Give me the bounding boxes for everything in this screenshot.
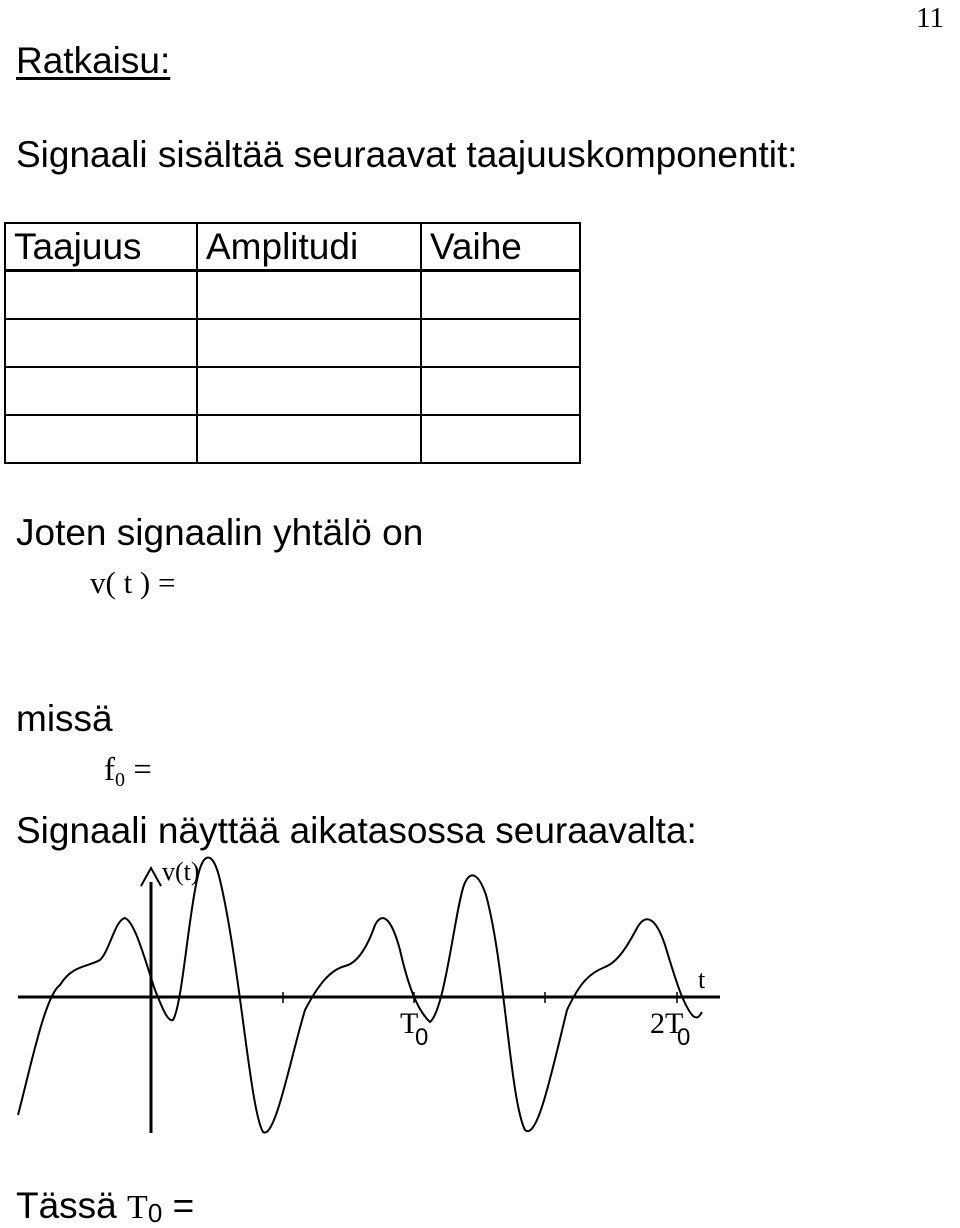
table-cell[interactable] [5,319,197,367]
footer-equals: = [162,1185,195,1226]
footer-label: Tässä [16,1185,128,1226]
table-row [5,271,580,320]
table-cell[interactable] [197,415,421,463]
header-taajuus: Taajuus [5,223,197,271]
table-cell[interactable] [197,367,421,415]
t2-subscript: 0 [677,1024,691,1051]
equation-intro: Joten signaalin yhtälö on [16,512,424,553]
equation-f-subscript: 0 [115,769,125,791]
table-header-row [5,223,580,271]
table-row [5,415,580,463]
plot-intro: Signaali näyttää aikatasossa seuraavalta: [16,810,697,851]
table-cell[interactable] [421,367,580,415]
equation-f0 [104,752,152,792]
table-cell[interactable] [421,271,580,320]
signal-plot [0,850,960,1160]
x-axis-label: t [698,965,706,994]
table-row [5,367,580,415]
table-cell[interactable] [5,271,197,320]
header-amplitudi: Amplitudi [197,223,421,271]
table-row [5,319,580,367]
footer-text [16,1187,194,1226]
header-vaihe: Vaihe [421,223,580,271]
equation-v: v( t ) = [90,565,176,600]
footer-t-symbol: T [127,1189,148,1226]
y-axis-label: v(t) [162,857,200,886]
table-cell[interactable] [421,415,580,463]
t0-subscript: 0 [415,1024,429,1051]
table-cell[interactable] [5,367,197,415]
footer-t-subscript: 0 [147,1198,163,1228]
signal-waveform [18,858,702,1133]
equation-f-symbol: f [104,752,115,788]
equation-f-equals: = [133,752,152,788]
page-number: 11 [916,2,944,34]
heading: Ratkaisu: [16,40,171,81]
t0-label: T [400,1007,419,1040]
intro-text: Signaali sisältää seuraavat taajuuskomponentit: [16,134,798,175]
t2-label: 2T [650,1007,684,1040]
table-cell[interactable] [5,415,197,463]
frequency-table [4,222,581,464]
where-label: missä [16,698,113,739]
table-cell[interactable] [197,271,421,320]
table-cell[interactable] [421,319,580,367]
table-cell[interactable] [197,319,421,367]
